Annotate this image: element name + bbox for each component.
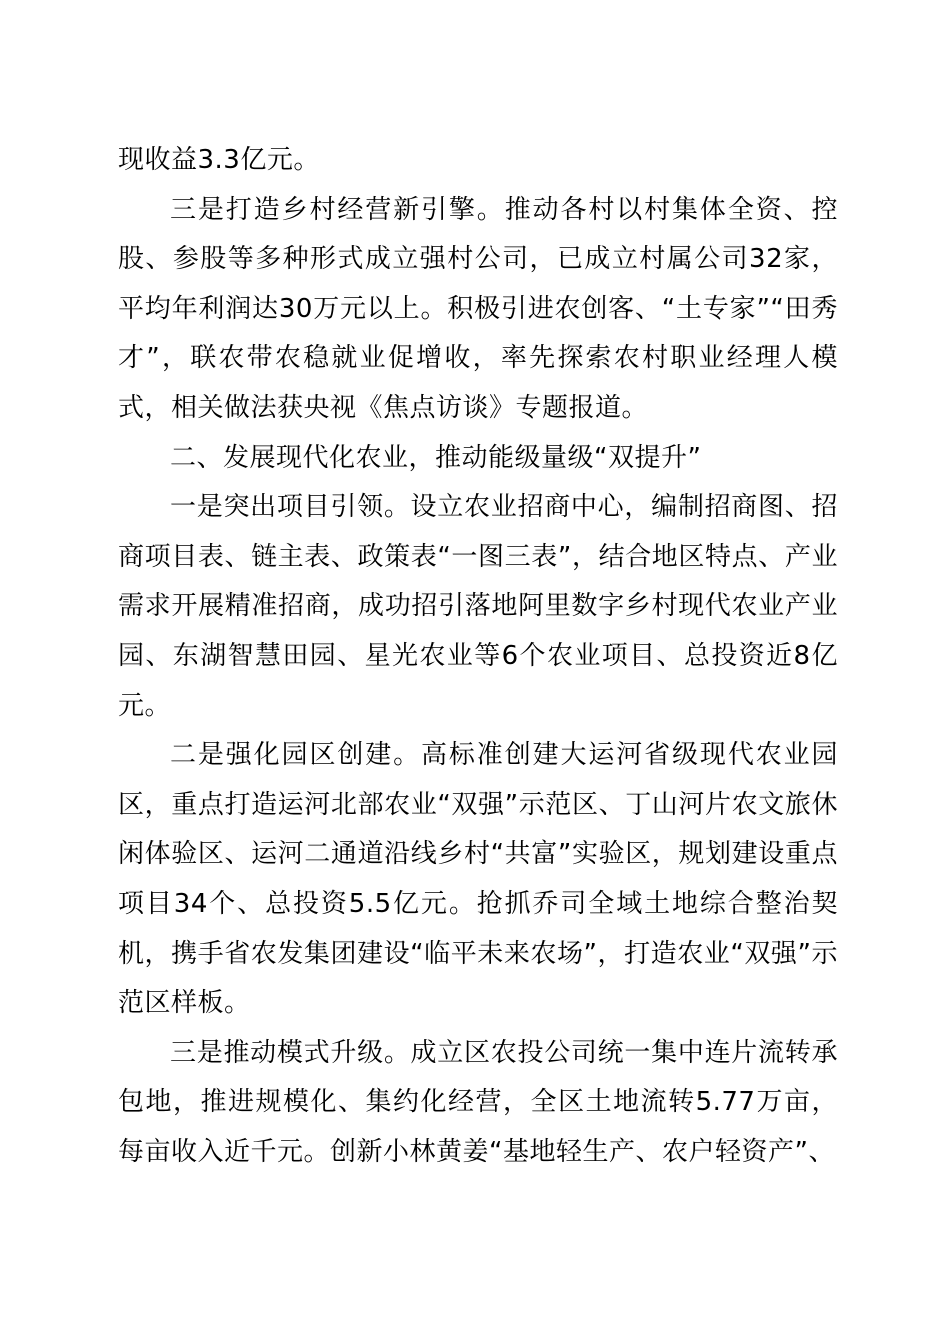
section-heading-modern-agriculture: 二、发展现代化农业，推动能级量级“双提升” xyxy=(170,442,702,473)
paragraph-rural-operation: 三是打造乡村经营新引擎。推动各村以村集体全资、控股、参股等多种形式成立强村公司，已成立村属公司32家，平均年利润达30万元以上。积极引进农创客、“土专家”“田秀才”，联农带农稳就业促增收，率先探索农村职业经理人模式，相关做法获央视《焦点访谈》专题报道。 xyxy=(118,194,838,423)
paragraph-continuation: 现收益3.3亿元。 xyxy=(118,145,320,175)
paragraph-project-leading: 一是突出项目引领。设立农业招商中心，编制招商图、招商项目表、链主表、政策表“一图三表”，结合地区特点、产业需求开展精准招商，成功招引落地阿里数字乡村现代农业产业园、东湖智慧田园、星光农业等6个农业项目、总投资近8亿元。 xyxy=(118,492,838,721)
paragraph-park-creation: 二是强化园区创建。高标准创建大运河省级现代农业园区，重点打造运河北部农业“双强”示范区、丁山河片农文旅休闲体验区、运河二通道沿线乡村“共富”实验区，规划建设重点项目34个、总投资5.5亿元。抢抓乔司全域土地综合整治契机，携手省农发集团建设“临平未来农场”，打造农业“双强”示范区样板。 xyxy=(118,740,838,1019)
document-body xyxy=(118,136,838,1177)
paragraph-model-upgrade: 三是推动模式升级。成立区农投公司统一集中连片流转承包地，推进规模化、集约化经营，全区土地流转5.77万亩，每亩收入近千元。创新小林黄姜“基地轻生产、农户轻资产”、 xyxy=(118,1037,838,1167)
